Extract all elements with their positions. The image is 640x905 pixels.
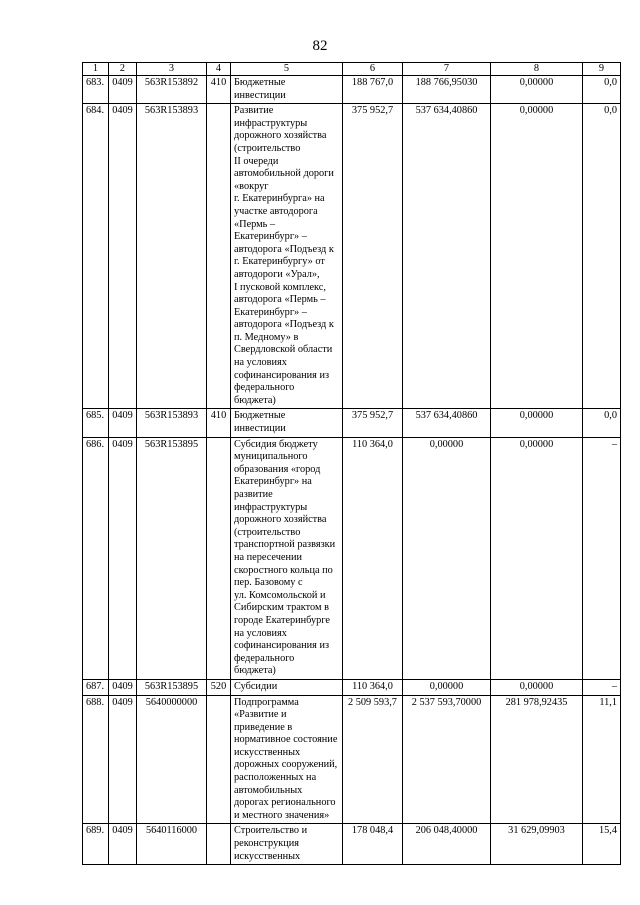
item-name — [231, 695, 343, 824]
item-name-line: Субсидии — [234, 680, 278, 692]
execution-percent: 0,0 — [583, 104, 621, 409]
item-name — [231, 824, 343, 865]
item-name-line: Бюджетные — [234, 410, 286, 422]
target-article-code: 563R153893 — [137, 104, 207, 409]
section-code: 0409 — [109, 409, 137, 437]
item-name-line: искусственных — [234, 850, 301, 862]
approved-amount: 188 767,0 — [343, 76, 403, 104]
row-number: 683. — [83, 76, 109, 104]
table-row — [83, 104, 621, 409]
item-name-line: Строительство и — [234, 825, 308, 837]
item-name-line: развитие — [234, 489, 273, 500]
item-name-line: «вокруг — [234, 180, 269, 192]
item-name-line: Екатеринбург» на — [234, 476, 312, 488]
table-row — [83, 679, 621, 695]
expense-type-code — [207, 104, 231, 409]
approved-amount: 375 952,7 — [343, 104, 403, 409]
item-name-line: Сибирским трактом в — [234, 602, 329, 614]
planned-amount: 0,00000 — [403, 679, 491, 695]
execution-percent: 0,0 — [583, 409, 621, 437]
expense-type-code — [207, 695, 231, 824]
item-name-line: пер. Базовому с — [234, 577, 303, 589]
item-name-line: бюджета) — [234, 665, 276, 677]
section-code: 0409 — [109, 679, 137, 695]
item-name-line: Екатеринбург» – — [234, 306, 307, 318]
target-article-code: 5640116000 — [137, 824, 207, 865]
approved-amount: 375 952,7 — [343, 409, 403, 437]
expense-type-code: 410 — [207, 409, 231, 437]
section-code: 0409 — [109, 104, 137, 409]
item-name-line: инвестиции — [234, 423, 286, 435]
item-name-line: софинансирования из — [234, 640, 330, 652]
item-name-line: ул. Комсомольской и — [234, 589, 326, 601]
table-row — [83, 824, 621, 865]
item-name-line: инвестиции — [234, 89, 286, 101]
page-number: 82 — [312, 38, 328, 54]
item-name-line: г. Екатеринбурга» на — [234, 193, 325, 205]
item-name-line: и местного значения» — [234, 809, 330, 821]
item-name-line: федерального — [234, 652, 295, 664]
table-row — [83, 695, 621, 824]
row-number: 687. — [83, 679, 109, 695]
executed-amount: 0,00000 — [491, 76, 583, 104]
expense-type-code — [207, 824, 231, 865]
item-name-line: Свердловской области — [234, 344, 333, 356]
item-name-line: городе Екатеринбурге — [234, 614, 330, 626]
item-name-line: федерального — [234, 382, 295, 394]
column-header: 5 — [231, 63, 343, 76]
execution-percent: – — [583, 679, 621, 695]
column-header: 1 — [83, 63, 109, 76]
item-name-line: скоростного кольца по — [234, 564, 333, 576]
item-name-line: реконструкция — [234, 838, 299, 850]
target-article-code: 5640000000 — [137, 695, 207, 824]
item-name-line: Развитие — [234, 105, 274, 117]
expense-type-code: 410 — [207, 76, 231, 104]
item-name-line: на условиях — [234, 627, 287, 639]
item-name-line: г. Екатеринбургу» от — [234, 256, 325, 268]
section-code: 0409 — [109, 695, 137, 824]
item-name-line: образования «город — [234, 463, 321, 475]
item-name-line: софинансирования из — [234, 369, 330, 381]
section-code: 0409 — [109, 437, 137, 679]
item-name-line: на пересечении — [234, 551, 303, 563]
planned-amount: 537 634,40860 — [403, 104, 491, 409]
executed-amount: 0,00000 — [491, 104, 583, 409]
item-name-line: (строительство — [234, 142, 301, 154]
item-name-line: автодорога «Пермь – — [234, 294, 326, 306]
section-code: 0409 — [109, 76, 137, 104]
expense-type-code: 520 — [207, 679, 231, 695]
executed-amount: 281 978,92435 — [491, 695, 583, 824]
row-number: 685. — [83, 409, 109, 437]
executed-amount: 0,00000 — [491, 409, 583, 437]
item-name-line: дорожного хозяйства — [234, 130, 327, 142]
row-number: 689. — [83, 824, 109, 865]
item-name — [231, 409, 343, 437]
item-name-line: на условиях — [234, 357, 287, 369]
item-name-line: автодорога «Подъезд к — [234, 243, 334, 255]
item-name-line: инфраструктуры — [234, 117, 308, 129]
row-number: 684. — [83, 104, 109, 409]
item-name-line: участке автодорога — [234, 205, 318, 217]
expense-type-code — [207, 437, 231, 679]
item-name — [231, 437, 343, 679]
section-code: 0409 — [109, 824, 137, 865]
target-article-code: 563R153895 — [137, 437, 207, 679]
table-header-row — [83, 63, 621, 76]
target-article-code: 563R153893 — [137, 409, 207, 437]
item-name-line: Подпрограмма — [234, 696, 299, 708]
item-name-line: II очереди — [234, 155, 279, 167]
item-name-line: (строительство — [234, 526, 301, 538]
executed-amount: 31 629,09903 — [491, 824, 583, 865]
item-name-line: автодороги «Урал», — [234, 268, 320, 280]
item-name — [231, 104, 343, 409]
row-number: 686. — [83, 437, 109, 679]
table-row — [83, 437, 621, 679]
planned-amount: 537 634,40860 — [403, 409, 491, 437]
column-header: 7 — [403, 63, 491, 76]
execution-percent: 11,1 — [583, 695, 621, 824]
execution-percent: 15,4 — [583, 824, 621, 865]
table-row — [83, 409, 621, 437]
column-header: 3 — [137, 63, 207, 76]
item-name-line: нормативное состояние — [234, 734, 338, 746]
item-name-line: расположенных на — [234, 772, 317, 784]
planned-amount: 0,00000 — [403, 437, 491, 679]
executed-amount: 0,00000 — [491, 679, 583, 695]
item-name-line: дорожных сооружений, — [234, 759, 338, 771]
item-name — [231, 679, 343, 695]
item-name-line: «Развитие и — [234, 709, 287, 721]
approved-amount: 2 509 593,7 — [343, 695, 403, 824]
row-number: 688. — [83, 695, 109, 824]
execution-percent: – — [583, 437, 621, 679]
column-header: 8 — [491, 63, 583, 76]
table-row — [83, 76, 621, 104]
approved-amount: 110 364,0 — [343, 437, 403, 679]
table-body — [83, 76, 621, 865]
item-name-line: автомобильной дороги — [234, 168, 334, 180]
column-header: 2 — [109, 63, 137, 76]
executed-amount: 0,00000 — [491, 437, 583, 679]
item-name-line: Бюджетные — [234, 77, 286, 88]
approved-amount: 178 048,4 — [343, 824, 403, 865]
item-name-line: I пусковой комплекс, — [234, 281, 326, 293]
item-name-line: транспортной развязки — [234, 539, 336, 551]
item-name-line: дорожного хозяйства — [234, 514, 327, 526]
planned-amount: 206 048,40000 — [403, 824, 491, 865]
planned-amount: 2 537 593,70000 — [403, 695, 491, 824]
item-name-line: п. Медному» в — [234, 331, 299, 343]
item-name-line: Субсидия бюджету — [234, 438, 318, 450]
column-header: 6 — [343, 63, 403, 76]
item-name-line: «Пермь – — [234, 218, 276, 230]
item-name-line: дорогах регионального — [234, 797, 336, 809]
planned-amount: 188 766,95030 — [403, 76, 491, 104]
approved-amount: 110 364,0 — [343, 679, 403, 695]
item-name — [231, 76, 343, 104]
column-header: 4 — [207, 63, 231, 76]
item-name-line: автодорога «Подъезд к — [234, 319, 334, 331]
item-name-line: муниципального — [234, 451, 308, 463]
target-article-code: 563R153892 — [137, 76, 207, 104]
item-name-line: бюджета) — [234, 394, 276, 406]
item-name-line: инфраструктуры — [234, 501, 308, 513]
execution-percent: 0,0 — [583, 76, 621, 104]
item-name-line: Екатеринбург» – — [234, 231, 307, 243]
target-article-code: 563R153895 — [137, 679, 207, 695]
item-name-line: автомобильных — [234, 784, 303, 796]
item-name-line: искусственных — [234, 746, 301, 758]
budget-table — [82, 62, 621, 865]
item-name-line: приведение в — [234, 721, 293, 733]
column-header: 9 — [583, 63, 621, 76]
